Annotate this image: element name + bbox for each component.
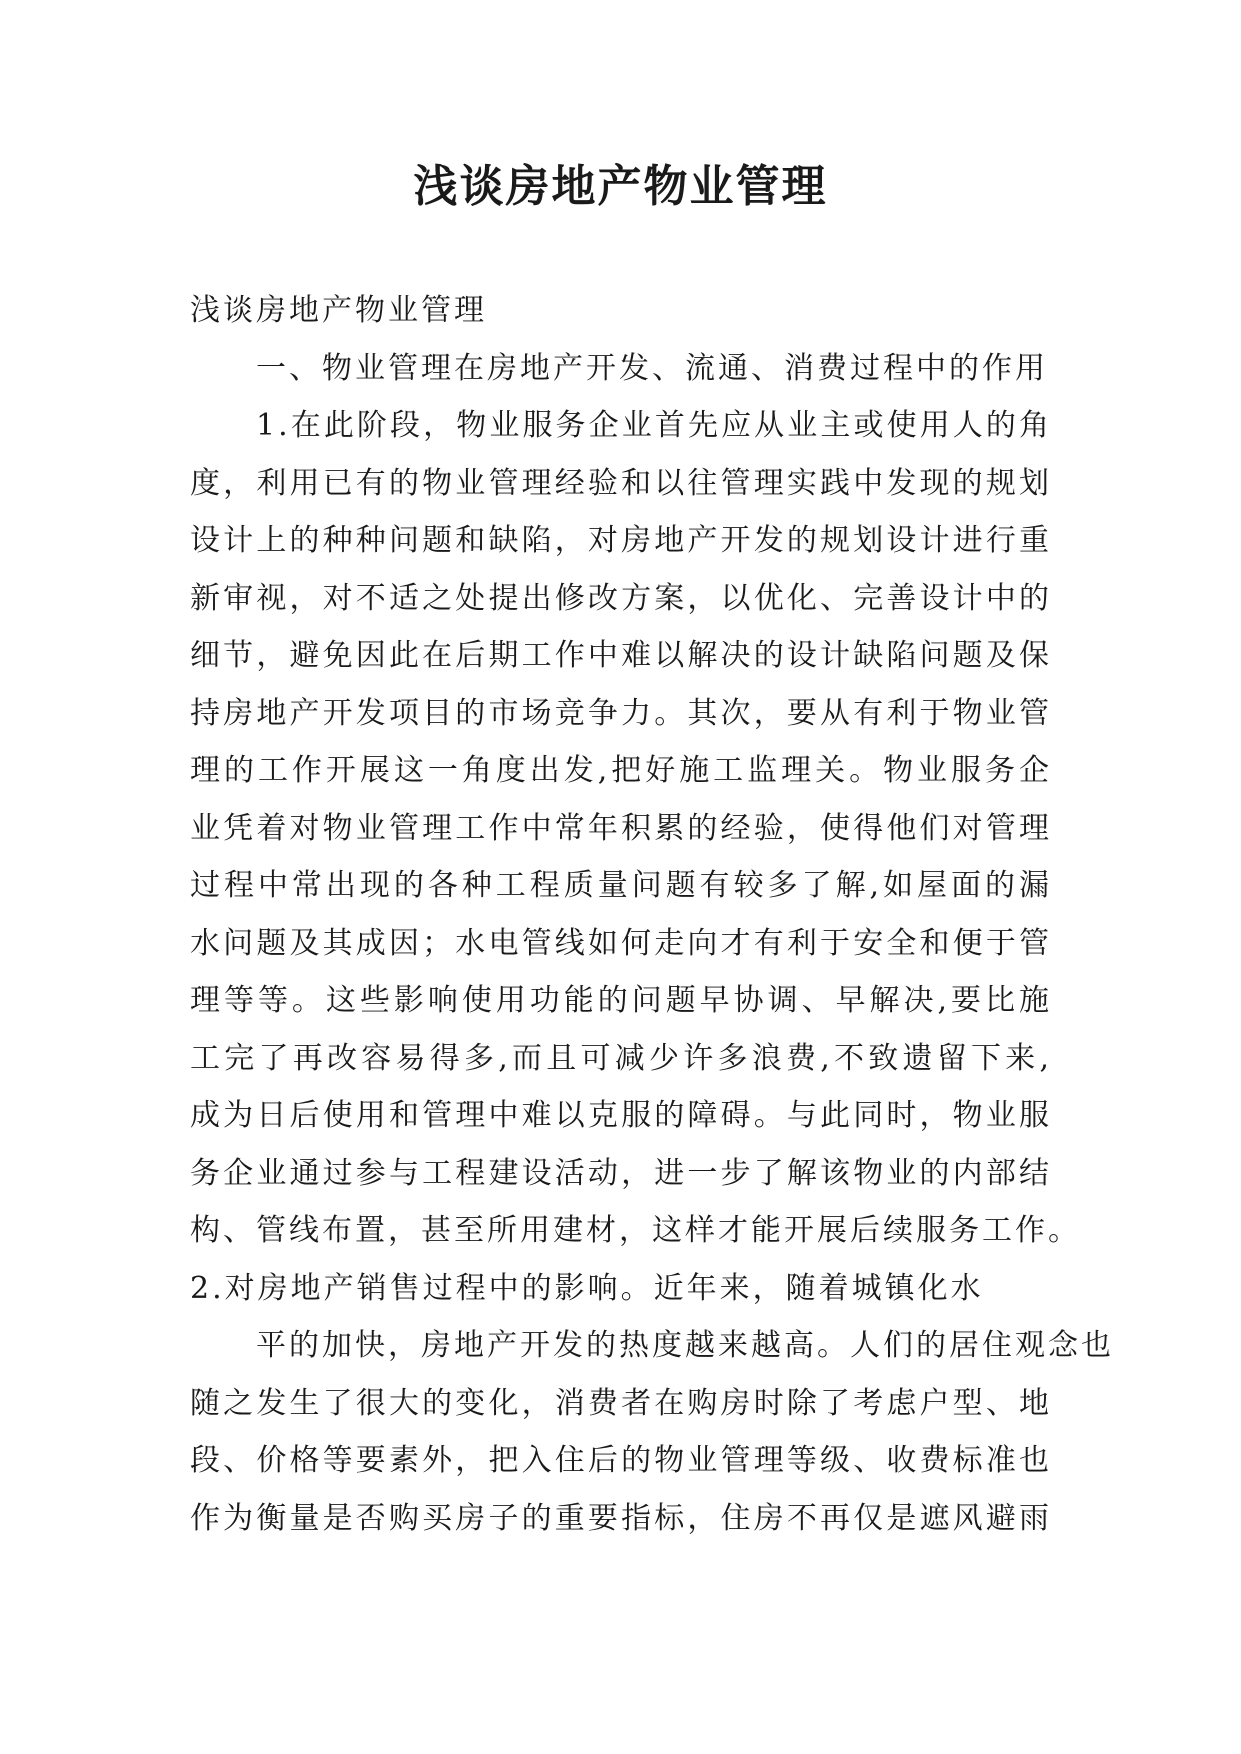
paragraph-line: 持房地产开发项目的市场竞争力。其次，要从有利于物业管 — [190, 695, 1052, 731]
paragraph-line: 段、价格等要素外，把入住后的物业管理等级、收费标准也 — [190, 1443, 1052, 1478]
document-body — [190, 282, 1114, 1605]
paragraph-line: 理的工作开展这一角度出发,把好施工监理关。物业服务企 — [190, 753, 1052, 788]
paragraph-line: 过程中常出现的各种工程质量问题有较多了解,如屋面的漏 — [190, 868, 1052, 903]
paragraph-line: 新审视，对不适之处提出修改方案，以优化、完善设计中的 — [190, 580, 1052, 616]
section-heading: 一、物业管理在房地产开发、流通、消费过程中的作用 — [256, 350, 1048, 386]
paragraph-line: 随之发生了很大的变化，消费者在购房时除了考虑户型、地 — [190, 1385, 1052, 1421]
paragraph-line: 成为日后使用和管理中难以克服的障碍。与此同时，物业服 — [190, 1098, 1052, 1133]
paragraph-line: 平的加快，房地产开发的热度越来越高。人们的居住观念也 — [256, 1328, 1114, 1363]
paragraph-line: 1.在此阶段，物业服务企业首先应从业主或使用人的角 — [256, 408, 1052, 443]
paragraph-line: 水问题及其成因；水电管线如何走向才有利于安全和便于管 — [190, 925, 1052, 961]
paragraph-line: 工完了再改容易得多,而且可减少许多浪费,不致遗留下来, — [190, 1040, 1052, 1076]
paragraph-line — [190, 1547, 1052, 1605]
subtitle-line: 浅谈房地产物业管理 — [190, 293, 487, 328]
paragraph-line: 设计上的种种问题和缺陷，对房地产开发的规划设计进行重 — [190, 523, 1052, 558]
document-title: 浅谈房地产物业管理 — [413, 161, 828, 212]
paragraph-line: 构、管线布置，甚至所用建材，这样才能开展后续服务工作。 — [190, 1213, 1081, 1248]
paragraph-line: 度，利用已有的物业管理经验和以往管理实践中发现的规划 — [190, 465, 1052, 501]
paragraph-line: 理等等。这些影响使用功能的问题早协调、早解决,要比施 — [190, 983, 1052, 1018]
paragraph-line: 业凭着对物业管理工作中常年积累的经验，使得他们对管理 — [190, 810, 1052, 846]
paragraph-line: 细节，避免因此在后期工作中难以解决的设计缺陷问题及保 — [190, 638, 1052, 673]
paragraph-line: 务企业通过参与工程建设活动，进一步了解该物业的内部结 — [190, 1155, 1052, 1191]
paragraph-line: 作为衡量是否购买房子的重要指标，住房不再仅是遮风避雨 — [190, 1500, 1052, 1536]
paragraph-line: 2.对房地产销售过程中的影响。近年来，随着城镇化水 — [190, 1270, 984, 1306]
